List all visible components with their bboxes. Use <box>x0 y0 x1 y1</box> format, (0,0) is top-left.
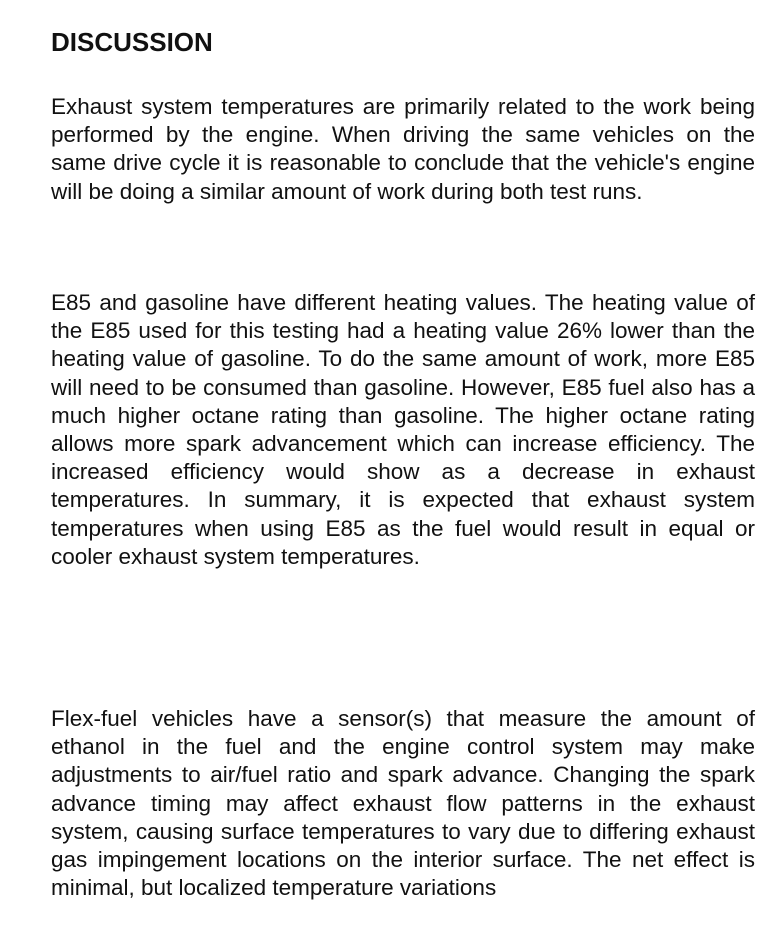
section-heading: DISCUSSION <box>51 27 213 57</box>
paragraph-flex-fuel: Flex-fuel vehicles have a sensor(s) that measure the amount of ethanol in the fuel and the engine control system may make adjustments to air/fuel ratio and spark advance. Changing the spark advance timing may affect exhaust flow patterns in the exhaust system, causing surface temperatures to vary due to differing exhaust gas impingement locations on the interior surface. The net effect is minimal, but localized temperature variations <box>51 706 755 901</box>
paragraph-heating-values: E85 and gasoline have different heating values. The heating value of the E85 used for this testing had a heating value 26% lower than the heating value of gasoline. To do the same amount of work, more E85 will need to be consumed than gasoline. However, E85 fuel also has a much higher octane rating than gasoline. The higher octane rating allows more spark advancement which can increase efficiency. The increased efficiency would show as a decrease in exhaust temperatures. In summary, it is expected that exhaust system temperatures when using E85 as the fuel would result in equal or cooler exhaust system temperatures. <box>51 290 755 569</box>
paragraph-exhaust-work: Exhaust system temperatures are primarily related to the work being performed by the engine. When driving the same vehicles on the same drive cycle it is reasonable to conclude that the vehicle's engine will be doing a similar amount of work during both test runs. <box>51 94 755 204</box>
